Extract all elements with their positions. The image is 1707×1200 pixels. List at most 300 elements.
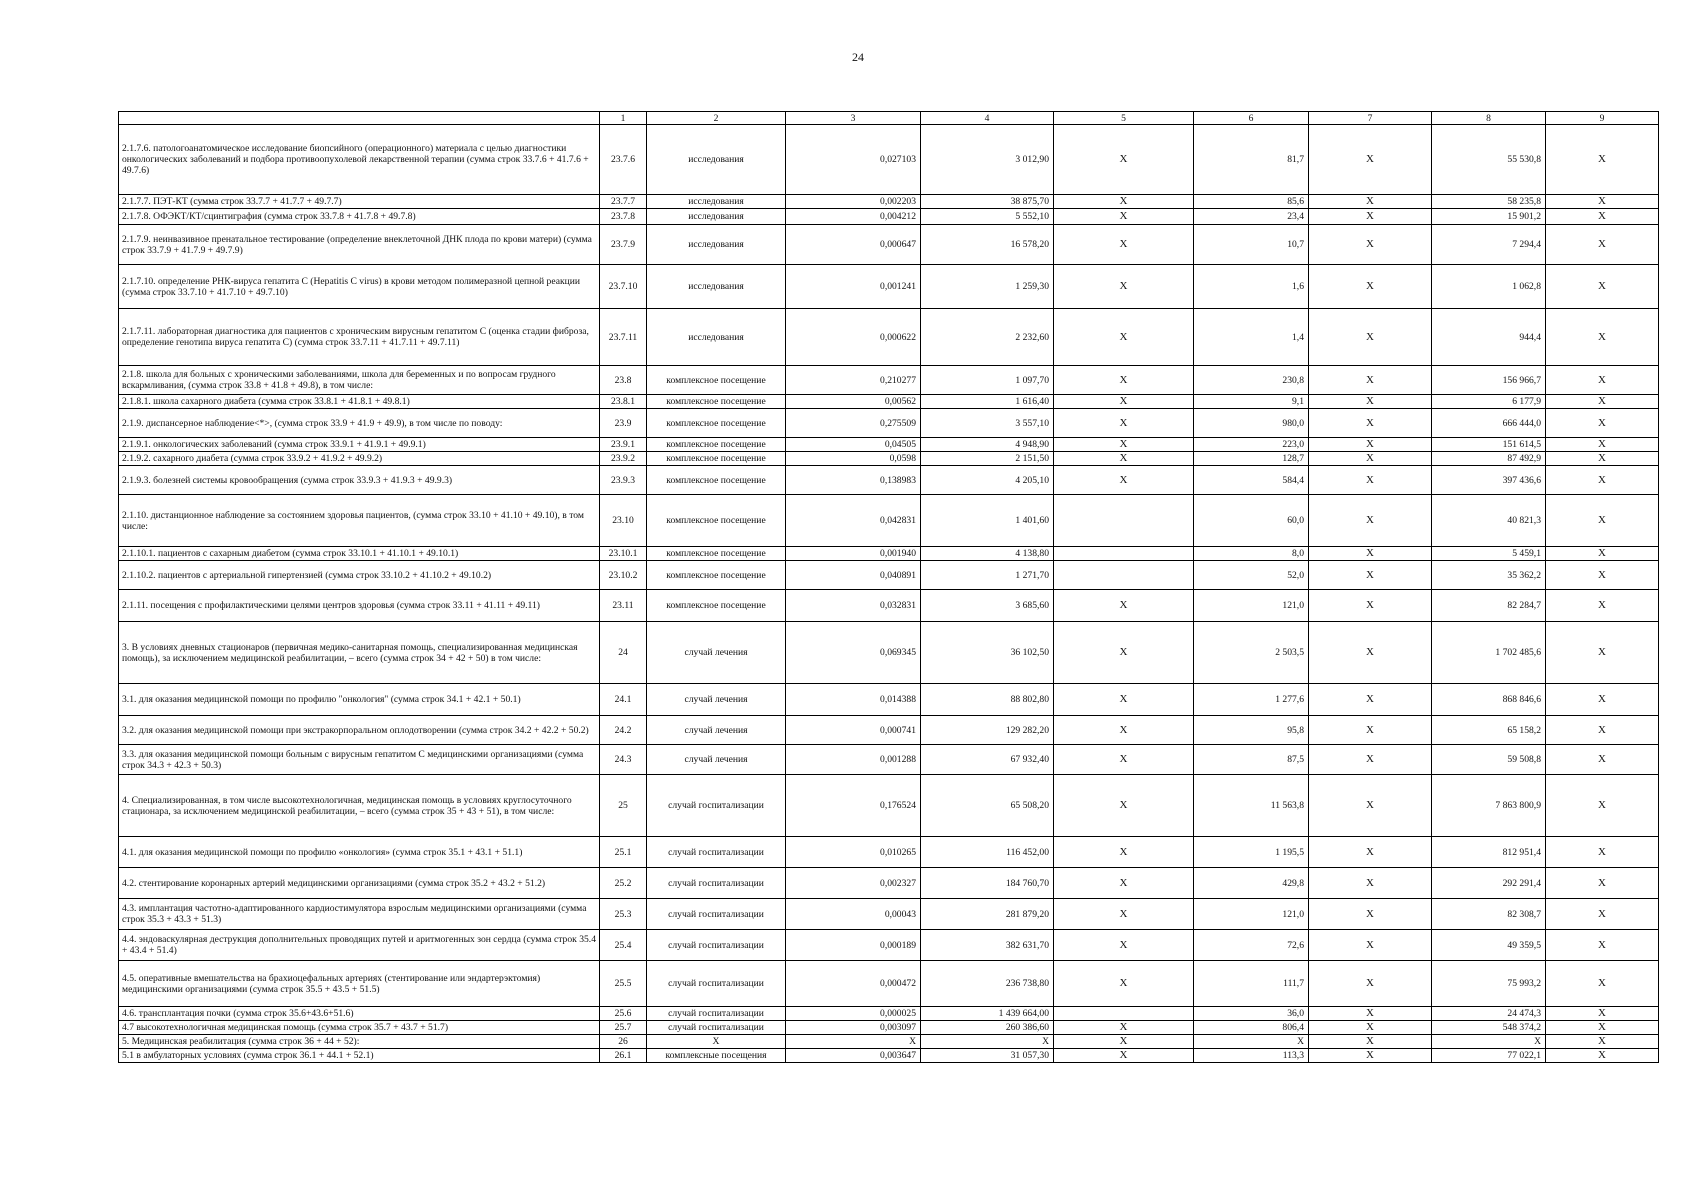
col-8-value: 35 362,2 bbox=[1432, 561, 1546, 590]
col-7-value: Х bbox=[1309, 438, 1432, 452]
row-code: 25.6 bbox=[600, 1007, 647, 1021]
col-8-value: 77 022,1 bbox=[1432, 1049, 1546, 1063]
row-description: 2.1.7.8. ОФЭКТ/КТ/сцинтиграфия (сумма строк 33.7.8 + 41.7.8 + 49.7.8) bbox=[119, 209, 600, 225]
col-9-value: Х bbox=[1546, 1035, 1659, 1049]
col-7-value: Х bbox=[1309, 622, 1432, 684]
col-3-value: 0,010265 bbox=[786, 837, 921, 868]
col-8-value: 151 614,5 bbox=[1432, 438, 1546, 452]
col-8-value: 292 291,4 bbox=[1432, 868, 1546, 899]
col-5-value: Х bbox=[1054, 622, 1194, 684]
table-row bbox=[119, 561, 1659, 590]
table-row bbox=[119, 547, 1659, 561]
col-4-value: 1 401,60 bbox=[921, 495, 1054, 547]
row-code: 23.8.1 bbox=[600, 395, 647, 409]
col-7-value: Х bbox=[1309, 452, 1432, 466]
row-unit: комплексное посещение bbox=[647, 395, 786, 409]
col-8-value: 5 459,1 bbox=[1432, 547, 1546, 561]
col-8-value: 868 846,6 bbox=[1432, 684, 1546, 716]
table-row bbox=[119, 868, 1659, 899]
col-8-value: 1 062,8 bbox=[1432, 265, 1546, 309]
row-description: 5. Медицинская реабилитация (сумма строк 36 + 44 + 52): bbox=[119, 1035, 600, 1049]
col-6-value: 121,0 bbox=[1194, 899, 1309, 930]
page-number: 24 bbox=[852, 50, 864, 64]
col-5-value: Х bbox=[1054, 716, 1194, 745]
col-6-value: 230,8 bbox=[1194, 366, 1309, 395]
col-9-value: Х bbox=[1546, 590, 1659, 622]
col-8-value: 65 158,2 bbox=[1432, 716, 1546, 745]
row-unit: случай госпитализации bbox=[647, 899, 786, 930]
col-5-value: Х bbox=[1054, 209, 1194, 225]
col-4-value: 1 097,70 bbox=[921, 366, 1054, 395]
col-5-value: Х bbox=[1054, 930, 1194, 961]
row-unit: случай госпитализации bbox=[647, 775, 786, 837]
col-5-value: Х bbox=[1054, 395, 1194, 409]
col-3-value: 0,00043 bbox=[786, 899, 921, 930]
row-description: 4.5. оперативные вмешательства на брахиоцефальных артериях (стентирование или эндартерэктомия) медицинскими организациями (сумма строк 35.5 + 43.5 + 51.5) bbox=[119, 961, 600, 1007]
row-code: 25.3 bbox=[600, 899, 647, 930]
col-4-value: 4 138,80 bbox=[921, 547, 1054, 561]
column-header-9: 9 bbox=[1546, 112, 1659, 125]
col-3-value: 0,0598 bbox=[786, 452, 921, 466]
row-unit: исследования bbox=[647, 209, 786, 225]
col-3-value: 0,138983 bbox=[786, 466, 921, 495]
col-5-value: Х bbox=[1054, 590, 1194, 622]
col-9-value: Х bbox=[1546, 265, 1659, 309]
table-row bbox=[119, 495, 1659, 547]
row-code: 25.1 bbox=[600, 837, 647, 868]
col-6-value: 81,7 bbox=[1194, 125, 1309, 195]
col-4-value: 4 205,10 bbox=[921, 466, 1054, 495]
row-unit: случай лечения bbox=[647, 622, 786, 684]
col-9-value: Х bbox=[1546, 366, 1659, 395]
col-6-value: 121,0 bbox=[1194, 590, 1309, 622]
col-5-value: Х bbox=[1054, 961, 1194, 1007]
col-4-value: 31 057,30 bbox=[921, 1049, 1054, 1063]
col-7-value: Х bbox=[1309, 837, 1432, 868]
table-row bbox=[119, 265, 1659, 309]
col-3-value: 0,003097 bbox=[786, 1021, 921, 1035]
col-4-value: 16 578,20 bbox=[921, 225, 1054, 265]
col-9-value: Х bbox=[1546, 195, 1659, 209]
col-3-value: 0,042831 bbox=[786, 495, 921, 547]
row-description: 2.1.9. диспансерное наблюдение<*>, (сумма строк 33.9 + 41.9 + 49.9), в том числе по поводу: bbox=[119, 409, 600, 438]
col-6-value: 10,7 bbox=[1194, 225, 1309, 265]
col-8-value: 58 235,8 bbox=[1432, 195, 1546, 209]
col-6-value: 223,0 bbox=[1194, 438, 1309, 452]
col-8-value: 397 436,6 bbox=[1432, 466, 1546, 495]
col-6-value: 429,8 bbox=[1194, 868, 1309, 899]
row-description: 2.1.7.11. лабораторная диагностика для пациентов с хроническим вирусным гепатитом С (оценка стадии фиброза, определение генотипа вируса гепатита С) (сумма строк 33.7.11 + 41.7.11 + 49.7.11) bbox=[119, 309, 600, 366]
row-unit: исследования bbox=[647, 225, 786, 265]
row-unit: Х bbox=[647, 1035, 786, 1049]
col-4-value: 260 386,60 bbox=[921, 1021, 1054, 1035]
col-9-value: Х bbox=[1546, 684, 1659, 716]
table-row bbox=[119, 716, 1659, 745]
col-7-value: Х bbox=[1309, 466, 1432, 495]
col-8-value: 548 374,2 bbox=[1432, 1021, 1546, 1035]
col-5-value bbox=[1054, 1007, 1194, 1021]
col-5-value: Х bbox=[1054, 899, 1194, 930]
col-8-value: 156 966,7 bbox=[1432, 366, 1546, 395]
col-6-value: 8,0 bbox=[1194, 547, 1309, 561]
col-6-value: 1,6 bbox=[1194, 265, 1309, 309]
col-9-value: Х bbox=[1546, 125, 1659, 195]
col-9-value: Х bbox=[1546, 961, 1659, 1007]
col-3-value: 0,004212 bbox=[786, 209, 921, 225]
row-code: 23.7.11 bbox=[600, 309, 647, 366]
col-7-value: Х bbox=[1309, 195, 1432, 209]
col-4-value: 4 948,90 bbox=[921, 438, 1054, 452]
col-6-value: 72,6 bbox=[1194, 930, 1309, 961]
col-3-value: 0,000189 bbox=[786, 930, 921, 961]
col-8-value: 24 474,3 bbox=[1432, 1007, 1546, 1021]
col-9-value: Х bbox=[1546, 452, 1659, 466]
row-unit: комплексное посещение bbox=[647, 452, 786, 466]
row-unit: комплексное посещение bbox=[647, 366, 786, 395]
table-row bbox=[119, 125, 1659, 195]
col-9-value: Х bbox=[1546, 309, 1659, 366]
col-4-value: 3 012,90 bbox=[921, 125, 1054, 195]
row-code: 23.9.1 bbox=[600, 438, 647, 452]
row-code: 25.4 bbox=[600, 930, 647, 961]
col-4-value: 116 452,00 bbox=[921, 837, 1054, 868]
row-code: 25 bbox=[600, 775, 647, 837]
table-row bbox=[119, 1049, 1659, 1063]
col-9-value: Х bbox=[1546, 561, 1659, 590]
col-3-value: 0,069345 bbox=[786, 622, 921, 684]
col-9-value: Х bbox=[1546, 930, 1659, 961]
col-9-value: Х bbox=[1546, 409, 1659, 438]
col-8-value: 82 308,7 bbox=[1432, 899, 1546, 930]
row-code: 23.11 bbox=[600, 590, 647, 622]
col-6-value: 1 195,5 bbox=[1194, 837, 1309, 868]
col-8-value: 812 951,4 bbox=[1432, 837, 1546, 868]
column-header-8: 8 bbox=[1432, 112, 1546, 125]
table-row bbox=[119, 209, 1659, 225]
table-row bbox=[119, 745, 1659, 775]
table-row bbox=[119, 366, 1659, 395]
table-row bbox=[119, 452, 1659, 466]
col-6-value: 23,4 bbox=[1194, 209, 1309, 225]
col-5-value: Х bbox=[1054, 1035, 1194, 1049]
col-6-value: 85,6 bbox=[1194, 195, 1309, 209]
row-unit: комплексное посещение bbox=[647, 561, 786, 590]
col-5-value bbox=[1054, 495, 1194, 547]
row-description: 2.1.10. дистанционное наблюдение за состоянием здоровья пациентов, (сумма строк 33.10 + 41.10 + 49.10), в том числе: bbox=[119, 495, 600, 547]
col-7-value: Х bbox=[1309, 930, 1432, 961]
row-description: 5.1 в амбулаторных условиях (сумма строк 36.1 + 44.1 + 52.1) bbox=[119, 1049, 600, 1063]
col-3-value: 0,000741 bbox=[786, 716, 921, 745]
header-row bbox=[119, 112, 1659, 125]
col-7-value: Х bbox=[1309, 899, 1432, 930]
col-6-value: 9,1 bbox=[1194, 395, 1309, 409]
row-unit: случай госпитализации bbox=[647, 868, 786, 899]
row-description: 4.1. для оказания медицинской помощи по профилю «онкология» (сумма строк 35.1 + 43.1 + 51.1) bbox=[119, 837, 600, 868]
col-3-value: 0,176524 bbox=[786, 775, 921, 837]
row-unit: случай госпитализации bbox=[647, 1021, 786, 1035]
col-4-value: Х bbox=[921, 1035, 1054, 1049]
row-unit: комплексные посещения bbox=[647, 1049, 786, 1063]
column-header-7: 7 bbox=[1309, 112, 1432, 125]
table-row bbox=[119, 1035, 1659, 1049]
table-row bbox=[119, 775, 1659, 837]
col-4-value: 38 875,70 bbox=[921, 195, 1054, 209]
row-unit: комплексное посещение bbox=[647, 590, 786, 622]
col-9-value: Х bbox=[1546, 745, 1659, 775]
col-3-value: 0,002203 bbox=[786, 195, 921, 209]
row-unit: случай лечения bbox=[647, 745, 786, 775]
table-row bbox=[119, 395, 1659, 409]
row-code: 23.7.9 bbox=[600, 225, 647, 265]
col-6-value: 52,0 bbox=[1194, 561, 1309, 590]
col-5-value bbox=[1054, 561, 1194, 590]
col-6-value: 11 563,8 bbox=[1194, 775, 1309, 837]
col-5-value: Х bbox=[1054, 837, 1194, 868]
row-code: 25.7 bbox=[600, 1021, 647, 1035]
col-9-value: Х bbox=[1546, 466, 1659, 495]
col-4-value: 67 932,40 bbox=[921, 745, 1054, 775]
col-3-value: 0,000025 bbox=[786, 1007, 921, 1021]
col-7-value: Х bbox=[1309, 961, 1432, 1007]
col-9-value: Х bbox=[1546, 837, 1659, 868]
col-7-value: Х bbox=[1309, 716, 1432, 745]
col-6-value: 60,0 bbox=[1194, 495, 1309, 547]
col-6-value: 980,0 bbox=[1194, 409, 1309, 438]
col-4-value: 184 760,70 bbox=[921, 868, 1054, 899]
col-4-value: 281 879,20 bbox=[921, 899, 1054, 930]
row-unit: случай госпитализации bbox=[647, 1007, 786, 1021]
col-9-value: Х bbox=[1546, 775, 1659, 837]
table-row bbox=[119, 961, 1659, 1007]
col-5-value: Х bbox=[1054, 868, 1194, 899]
col-3-value: 0,002327 bbox=[786, 868, 921, 899]
data-table bbox=[118, 111, 1659, 1063]
col-6-value: 1 277,6 bbox=[1194, 684, 1309, 716]
col-3-value: 0,001288 bbox=[786, 745, 921, 775]
row-description: 3. В условиях дневных стационаров (первичная медико-санитарная помощь, специализированная медицинская помощь), за исключением медицинской реабилитации, – всего (сумма строк 34 + 42 + 50) в том числе: bbox=[119, 622, 600, 684]
col-6-value: 113,3 bbox=[1194, 1049, 1309, 1063]
col-3-value: 0,275509 bbox=[786, 409, 921, 438]
col-7-value: Х bbox=[1309, 1049, 1432, 1063]
col-4-value: 2 232,60 bbox=[921, 309, 1054, 366]
column-header-6: 6 bbox=[1194, 112, 1309, 125]
col-5-value: Х bbox=[1054, 438, 1194, 452]
col-4-value: 3 557,10 bbox=[921, 409, 1054, 438]
row-unit: комплексное посещение bbox=[647, 466, 786, 495]
col-6-value: 584,4 bbox=[1194, 466, 1309, 495]
row-description: 3.1. для оказания медицинской помощи по профилю "онкология" (сумма строк 34.1 + 42.1 + 50.1) bbox=[119, 684, 600, 716]
col-8-value: 55 530,8 bbox=[1432, 125, 1546, 195]
col-5-value: Х bbox=[1054, 125, 1194, 195]
row-description: 2.1.9.3. болезней системы кровообращения (сумма строк 33.9.3 + 41.9.3 + 49.9.3) bbox=[119, 466, 600, 495]
col-9-value: Х bbox=[1546, 1007, 1659, 1021]
row-description: 3.2. для оказания медицинской помощи при экстракорпоральном оплодотворении (сумма строк 34.2 + 42.2 + 50.2) bbox=[119, 716, 600, 745]
col-8-value: 75 993,2 bbox=[1432, 961, 1546, 1007]
column-header-0 bbox=[119, 112, 600, 125]
row-unit: случай лечения bbox=[647, 684, 786, 716]
col-7-value: Х bbox=[1309, 590, 1432, 622]
col-3-value: 0,000472 bbox=[786, 961, 921, 1007]
col-7-value: Х bbox=[1309, 209, 1432, 225]
row-unit: случай госпитализации bbox=[647, 930, 786, 961]
col-8-value: 7 863 800,9 bbox=[1432, 775, 1546, 837]
col-4-value: 236 738,80 bbox=[921, 961, 1054, 1007]
col-5-value: Х bbox=[1054, 1049, 1194, 1063]
row-code: 23.9.3 bbox=[600, 466, 647, 495]
row-code: 25.2 bbox=[600, 868, 647, 899]
table-row bbox=[119, 930, 1659, 961]
column-header-5: 5 bbox=[1054, 112, 1194, 125]
col-3-value: 0,001940 bbox=[786, 547, 921, 561]
col-5-value: Х bbox=[1054, 466, 1194, 495]
row-description: 2.1.7.10. определение РНК-вируса гепатита С (Hepatitis C virus) в крови методом полимеразной цепной реакции (сумма строк 33.7.10 + 41.7.10 + 49.7.10) bbox=[119, 265, 600, 309]
col-7-value: Х bbox=[1309, 225, 1432, 265]
table-row bbox=[119, 1007, 1659, 1021]
table-row bbox=[119, 1021, 1659, 1035]
col-7-value: Х bbox=[1309, 1035, 1432, 1049]
col-5-value: Х bbox=[1054, 265, 1194, 309]
col-8-value: 15 901,2 bbox=[1432, 209, 1546, 225]
col-3-value: 0,027103 bbox=[786, 125, 921, 195]
col-7-value: Х bbox=[1309, 125, 1432, 195]
col-3-value: 0,032831 bbox=[786, 590, 921, 622]
row-description: 4.3. имплантация частотно-адаптированного кардиостимулятора взрослым медицинскими организациями (сумма строк 35.3 + 43.3 + 51.3) bbox=[119, 899, 600, 930]
col-7-value: Х bbox=[1309, 775, 1432, 837]
col-3-value: 0,001241 bbox=[786, 265, 921, 309]
col-7-value: Х bbox=[1309, 547, 1432, 561]
col-9-value: Х bbox=[1546, 1049, 1659, 1063]
col-8-value: 49 359,5 bbox=[1432, 930, 1546, 961]
row-unit: исследования bbox=[647, 125, 786, 195]
col-9-value: Х bbox=[1546, 622, 1659, 684]
col-3-value: 0,040891 bbox=[786, 561, 921, 590]
row-unit: комплексное посещение bbox=[647, 438, 786, 452]
col-7-value: Х bbox=[1309, 495, 1432, 547]
col-7-value: Х bbox=[1309, 868, 1432, 899]
row-code: 23.7.6 bbox=[600, 125, 647, 195]
row-description: 2.1.9.1. онкологических заболеваний (сумма строк 33.9.1 + 41.9.1 + 49.9.1) bbox=[119, 438, 600, 452]
row-unit: комплексное посещение bbox=[647, 409, 786, 438]
row-code: 24.3 bbox=[600, 745, 647, 775]
col-5-value: Х bbox=[1054, 1021, 1194, 1035]
col-3-value: 0,014388 bbox=[786, 684, 921, 716]
col-8-value: 87 492,9 bbox=[1432, 452, 1546, 466]
col-9-value: Х bbox=[1546, 495, 1659, 547]
col-6-value: 36,0 bbox=[1194, 1007, 1309, 1021]
col-4-value: 65 508,20 bbox=[921, 775, 1054, 837]
row-description: 2.1.8.1. школа сахарного диабета (сумма строк 33.8.1 + 41.8.1 + 49.8.1) bbox=[119, 395, 600, 409]
col-3-value: 0,04505 bbox=[786, 438, 921, 452]
row-description: 2.1.10.2. пациентов с артериальной гипертензией (сумма строк 33.10.2 + 41.10.2 + 49.10.2) bbox=[119, 561, 600, 590]
col-6-value: 95,8 bbox=[1194, 716, 1309, 745]
col-5-value: Х bbox=[1054, 452, 1194, 466]
row-code: 26.1 bbox=[600, 1049, 647, 1063]
col-7-value: Х bbox=[1309, 745, 1432, 775]
row-description: 2.1.10.1. пациентов с сахарным диабетом (сумма строк 33.10.1 + 41.10.1 + 49.10.1) bbox=[119, 547, 600, 561]
col-8-value: 944,4 bbox=[1432, 309, 1546, 366]
col-4-value: 2 151,50 bbox=[921, 452, 1054, 466]
column-header-2: 2 bbox=[647, 112, 786, 125]
col-4-value: 1 616,40 bbox=[921, 395, 1054, 409]
row-description: 2.1.7.7. ПЭТ-КТ (сумма строк 33.7.7 + 41.7.7 + 49.7.7) bbox=[119, 195, 600, 209]
col-4-value: 3 685,60 bbox=[921, 590, 1054, 622]
row-description: 2.1.7.9. неинвазивное пренатальное тестирование (определение внеклеточной ДНК плода по крови матери) (сумма строк 33.7.9 + 41.7.9 + 49.7.9) bbox=[119, 225, 600, 265]
row-description: 4.2. стентирование коронарных артерий медицинскими организациями (сумма строк 35.2 + 43.2 + 51.2) bbox=[119, 868, 600, 899]
col-4-value: 1 271,70 bbox=[921, 561, 1054, 590]
col-3-value: 0,210277 bbox=[786, 366, 921, 395]
row-description: 4.7 высокотехнологичная медицинская помощь (сумма строк 35.7 + 43.7 + 51.7) bbox=[119, 1021, 600, 1035]
table-row bbox=[119, 590, 1659, 622]
row-description: 2.1.11. посещения с профилактическими целями центров здоровья (сумма строк 33.11 + 41.11 + 49.11) bbox=[119, 590, 600, 622]
row-code: 23.7.8 bbox=[600, 209, 647, 225]
col-4-value: 129 282,20 bbox=[921, 716, 1054, 745]
row-unit: случай лечения bbox=[647, 716, 786, 745]
col-6-value: Х bbox=[1194, 1035, 1309, 1049]
table-row bbox=[119, 225, 1659, 265]
row-code: 24 bbox=[600, 622, 647, 684]
row-description: 2.1.8. школа для больных с хроническими заболеваниями, школа для беременных и по вопросам грудного вскармливания, (сумма строк 33.8 + 41.8 + 49.8), в том числе: bbox=[119, 366, 600, 395]
col-3-value: 0,000647 bbox=[786, 225, 921, 265]
table-row bbox=[119, 438, 1659, 452]
table-row bbox=[119, 466, 1659, 495]
col-4-value: 1 439 664,00 bbox=[921, 1007, 1054, 1021]
row-description: 4.6. трансплантация почки (сумма строк 35.6+43.6+51.6) bbox=[119, 1007, 600, 1021]
table-row bbox=[119, 195, 1659, 209]
col-6-value: 2 503,5 bbox=[1194, 622, 1309, 684]
table-row bbox=[119, 899, 1659, 930]
row-code: 23.7.10 bbox=[600, 265, 647, 309]
col-9-value: Х bbox=[1546, 395, 1659, 409]
col-5-value: Х bbox=[1054, 745, 1194, 775]
col-3-value: 0,00562 bbox=[786, 395, 921, 409]
col-5-value bbox=[1054, 547, 1194, 561]
col-3-value: 0,000622 bbox=[786, 309, 921, 366]
col-4-value: 36 102,50 bbox=[921, 622, 1054, 684]
col-7-value: Х bbox=[1309, 395, 1432, 409]
row-description: 2.1.9.2. сахарного диабета (сумма строк 33.9.2 + 41.9.2 + 49.9.2) bbox=[119, 452, 600, 466]
column-header-3: 3 bbox=[786, 112, 921, 125]
col-9-value: Х bbox=[1546, 547, 1659, 561]
row-unit: исследования bbox=[647, 309, 786, 366]
row-description: 4.4. эндоваскулярная деструкция дополнительных проводящих путей и аритмогенных зон сердца (сумма строк 35.4 + 43.4 + 51.4) bbox=[119, 930, 600, 961]
col-6-value: 87,5 bbox=[1194, 745, 1309, 775]
row-unit: комплексное посещение bbox=[647, 547, 786, 561]
col-9-value: Х bbox=[1546, 225, 1659, 265]
row-unit: исследования bbox=[647, 195, 786, 209]
col-7-value: Х bbox=[1309, 561, 1432, 590]
col-3-value: 0,003647 bbox=[786, 1049, 921, 1063]
col-7-value: Х bbox=[1309, 1007, 1432, 1021]
row-code: 23.10.2 bbox=[600, 561, 647, 590]
col-9-value: Х bbox=[1546, 1021, 1659, 1035]
col-5-value: Х bbox=[1054, 775, 1194, 837]
col-8-value: 6 177,9 bbox=[1432, 395, 1546, 409]
col-6-value: 111,7 bbox=[1194, 961, 1309, 1007]
col-8-value: 1 702 485,6 bbox=[1432, 622, 1546, 684]
row-code: 23.9.2 bbox=[600, 452, 647, 466]
row-description: 3.3. для оказания медицинской помощи больным с вирусным гепатитом С медицинскими организациями (сумма строк 34.3 + 42.3 + 50.3) bbox=[119, 745, 600, 775]
col-4-value: 5 552,10 bbox=[921, 209, 1054, 225]
row-unit: комплексное посещение bbox=[647, 495, 786, 547]
col-7-value: Х bbox=[1309, 409, 1432, 438]
row-code: 23.9 bbox=[600, 409, 647, 438]
row-unit: случай госпитализации bbox=[647, 961, 786, 1007]
col-9-value: Х bbox=[1546, 868, 1659, 899]
col-8-value: 59 508,8 bbox=[1432, 745, 1546, 775]
col-9-value: Х bbox=[1546, 899, 1659, 930]
col-5-value: Х bbox=[1054, 366, 1194, 395]
col-8-value: 40 821,3 bbox=[1432, 495, 1546, 547]
